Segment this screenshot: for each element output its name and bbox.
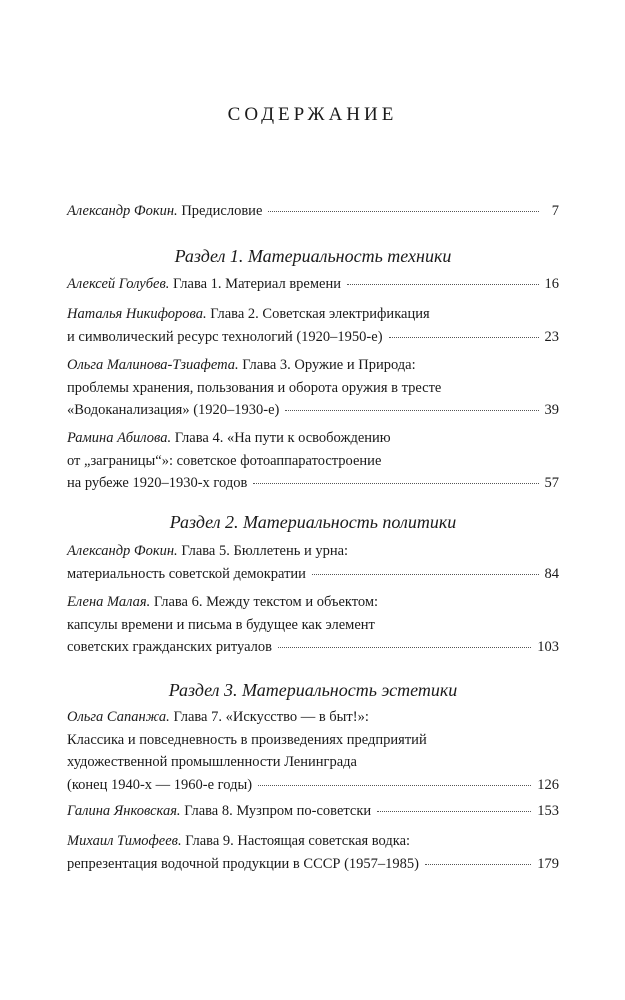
entry-title-cont: «Водоканализация» (1920–1930-е): [67, 402, 280, 418]
entry-author: Наталья Никифорова.: [67, 306, 207, 322]
toc-entry-ch1[interactable]: [67, 273, 559, 296]
entry-author: Алексей Голубев.: [67, 276, 170, 292]
leader-dots: [347, 283, 538, 285]
entry-title-cont: на рубеже 1920–1930-х годов: [67, 475, 248, 491]
leader-dots: [285, 409, 538, 411]
toc-entry-ch8[interactable]: [67, 800, 559, 823]
entry-title: Предисловие: [181, 203, 263, 219]
entry-title-cont: советских гражданских ритуалов: [67, 639, 272, 655]
entry-title-cont: Классика и повседневность в произведениях предприятий: [67, 731, 427, 748]
entry-title-cont: материальность советской демократии: [67, 565, 306, 582]
leader-dots: [425, 863, 531, 865]
entry-page: 57: [544, 475, 559, 491]
entry-title: Глава 6. Между текстом и объектом:: [153, 594, 379, 610]
leader-dots: [278, 646, 531, 648]
entry-author: Александр Фокин.: [67, 543, 178, 559]
entry-title: Глава 1. Материал времени: [173, 276, 342, 292]
toc-entry-ch2[interactable]: [67, 303, 559, 348]
toc-entry-ch7[interactable]: [67, 706, 559, 796]
entry-page: 16: [544, 276, 559, 292]
entry-title-cont: проблемы хранения, пользования и оборота оружия в тресте: [67, 379, 442, 396]
entry-title: Глава 4. «На пути к освобождению: [174, 430, 391, 446]
entry-page: 126: [537, 776, 559, 793]
entry-page: 39: [544, 402, 559, 418]
entry-title: Глава 2. Советская электрификация: [210, 306, 430, 322]
entry-title: Глава 7. «Искусство — в быт!»:: [173, 709, 369, 725]
section-heading-3: Раздел 3. Материальность эстетики: [168, 680, 458, 700]
entry-title-cont: художественной промышленности Ленинграда: [67, 754, 357, 770]
toc-entry-ch6[interactable]: [67, 591, 559, 659]
entry-page: 7: [551, 203, 559, 219]
entry-author: Рамина Абилова.: [67, 430, 172, 446]
entry-title-cont: и символический ресурс технологий (1920–1950-е): [67, 328, 383, 345]
entry-page: 153: [537, 803, 559, 819]
entry-author: Елена Малая.: [67, 594, 151, 610]
entry-title-cont: капсулы времени и письма в будущее как элемент: [67, 616, 375, 633]
entry-title: Глава 8. Музпром по-советски: [184, 803, 372, 819]
entry-author: Михаил Тимофеев.: [67, 833, 182, 849]
leader-dots: [312, 573, 539, 575]
entry-author: Галина Янковская.: [67, 803, 181, 819]
page-title: СОДЕРЖАНИЕ: [227, 104, 398, 125]
leader-dots: [377, 810, 531, 812]
section-heading-1: Раздел 1. Материальность техники: [174, 246, 452, 266]
leader-dots: [258, 784, 531, 786]
leader-dots: [253, 482, 538, 484]
entry-title-cont: от „заграницы“»: советское фотоаппаратостроение: [67, 452, 382, 469]
entry-page: 179: [537, 855, 559, 872]
entry-title: Глава 5. Бюллетень и урна:: [181, 543, 349, 559]
toc-entry-ch3[interactable]: [67, 354, 559, 422]
leader-dots: [389, 336, 539, 338]
entry-author: Александр Фокин.: [67, 203, 178, 219]
toc-entry-ch9[interactable]: [67, 830, 559, 875]
toc-entry-preface[interactable]: [67, 200, 559, 223]
toc-entry-ch4[interactable]: [67, 427, 559, 495]
entry-author: Ольга Сапанжа.: [67, 709, 170, 725]
entry-title: Глава 9. Настоящая советская водка:: [185, 833, 411, 849]
section-heading-2: Раздел 2. Материальность политики: [169, 512, 457, 532]
entry-title-cont: (конец 1940-х — 1960-е годы): [67, 776, 253, 793]
leader-dots: [268, 210, 539, 212]
entry-page: 103: [537, 639, 559, 655]
entry-title-cont: репрезентация водочной продукции в СССР (1957–1985): [67, 855, 420, 872]
entry-page: 23: [544, 328, 559, 345]
entry-title: Глава 3. Оружие и Природа:: [242, 357, 416, 373]
entry-page: 84: [544, 565, 559, 582]
toc-entry-ch5[interactable]: [67, 540, 559, 585]
entry-author: Ольга Малинова-Тзиафета.: [67, 357, 239, 373]
